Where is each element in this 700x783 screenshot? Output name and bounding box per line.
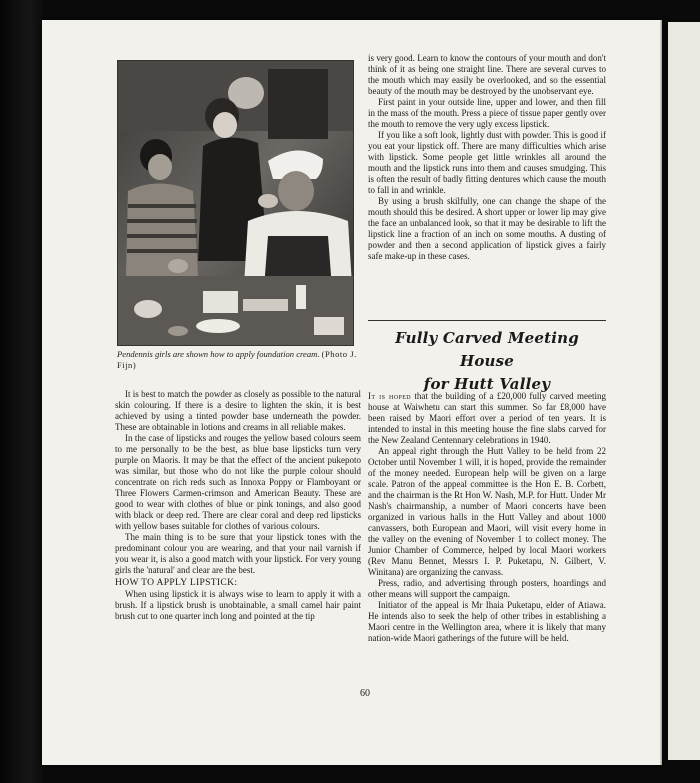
article-body — [368, 391, 606, 644]
right-paragraph: By using a brush skilfully, one can change the shape of the mouth should this be desired. A short upper or lower lip may give the face an unbalanced look, so that it may be desirable to lift the lipstick line a fraction of an inch on some mouths. A dusting of powder and then a second application of lipstick gives a fairly safe make-up in these cases. — [368, 196, 606, 261]
left-column — [115, 389, 361, 622]
left-paragraph: It is best to match the powder as closely as possible to the natural skin colouring. If there is a desire to lighten the skin, it is best achieved by using a tinted powder base underneath the powder. These are obtainable in lotions and creams in all reliable makes. — [115, 389, 361, 432]
left-paragraph: The main thing is to be sure that your lipstick tones with the predominant colour you are wearing, and that your nail varnish if you wear it, is also a good match with your lipstick. For very young girls the 'natural' and clear are the best. — [115, 532, 361, 575]
left-paragraph: When using lipstick it is always wise to learn to apply it with a brush. If a lipstick brush is unobtainable, a small camel hair paint brush cut to one quarter inch long and pointed at the tip — [115, 589, 361, 621]
left-paragraph: In the case of lipsticks and rouges the yellow based colours seem to me personally to be the best, as blue base lipsticks turn very purple on Maoris. It may be that the effect of the ancient pukepoto was similar, but those who do not like the purple colour should concentrate on rich reds such as Innoxa Poppy or Flamboyant or Three Flowers Carmen-crimson and American Beauty. These are good to wear with clothes of blue or pink tonings, and also good with black or deep red. There are clear coral and deep red lipsticks with yellow bases suitable for clothes of various colours. — [115, 433, 361, 531]
headline-line-2: for Hutt Valley — [423, 375, 551, 393]
article-headline — [368, 327, 606, 396]
article-paragraph — [368, 391, 606, 446]
photo-image — [118, 61, 353, 345]
photo-caption — [117, 349, 357, 371]
article-rule-top — [368, 320, 606, 321]
article-paragraph: Press, radio, and advertising through posters, hoardings and other means will support the campaign. — [368, 578, 606, 599]
subheading-how-to-apply-lipstick: HOW TO APPLY LIPSTICK: — [115, 577, 238, 588]
page-number: 60 — [360, 688, 370, 699]
adjacent-page-edge — [668, 22, 700, 760]
right-paragraph: is very good. Learn to know the contours of your mouth and don't think of it as being one straight line. There are several curves to the mouth which may easily be overlooked, and so the essential beauty of the mouth may be destroyed by the unobservant eye. — [368, 53, 606, 96]
photo-credit: (Photo J. Fijn) — [117, 349, 357, 370]
right-column-top — [368, 53, 606, 262]
caption-text: Pendennis girls are shown how to apply foundation cream. — [117, 349, 320, 359]
page-gutter — [660, 20, 662, 765]
article-paragraph: An appeal right through the Hutt Valley to be held from 22 October until November 1 will, it is hoped, provide the remainder of the money needed. European help will be given on a large scale. Patron of the appeal committee is the Hon E. B. Corbett, and the chairman is the Rt Hon W. Nash, M.P. for Hutt. Under Mr Nash's chairmanship, a number of Maori concerts have been organized in various halls in the Hutt Valley and about 1000 canvassers, both European and Maori, will visit every home in the valley on the evening of November 1 to collect money. The Junior Chamber of Commerce, helped by local Maori workers (Rev Manu Bennet, Messrs I. P. Puketapu, N. Gilbert, V. Winitana) are organizing the canvass. — [368, 446, 606, 577]
lead-rest: that the building of a £20,000 fully carved meeting house at Waiwhetu can start this summer. So far £8,000 have been raised by Maori effort over a period of ten years. It is intended to instal in this meeting house the fine slabs carved for the New Zealand Centennary celebrations in 1940. — [368, 391, 606, 445]
article-paragraph: Initiator of the appeal is Mr Ihaia Puketapu, elder of Atiawa. He intends also to seek the help of other tribes in establishing a Maori centre in the Wellington area, where it is likely that many nation-wide Maori gatherings of the future will be held. — [368, 600, 606, 643]
right-paragraph: If you like a soft look, lightly dust with powder. This is good if you eat your lipstick off. There are many difficulties which arise with lipstick. Some people get little wrinkles all around the mouth and the lipstick runs into them and causes smudging. This is often the result of badly fitting dentures which cause the mouth to fall in and wrinkle. — [368, 130, 606, 195]
magazine-page — [42, 20, 662, 765]
right-paragraph: First paint in your outside line, upper and lower, and then fill in the mass of the mouth. Press a piece of tissue paper gently over the mouth to remove the very ugly excess lipstick. — [368, 97, 606, 129]
headline-line-1: Fully Carved Meeting House — [395, 329, 579, 370]
photo-pendennis-girls — [117, 60, 354, 346]
lead-in: It is hoped — [368, 391, 412, 401]
